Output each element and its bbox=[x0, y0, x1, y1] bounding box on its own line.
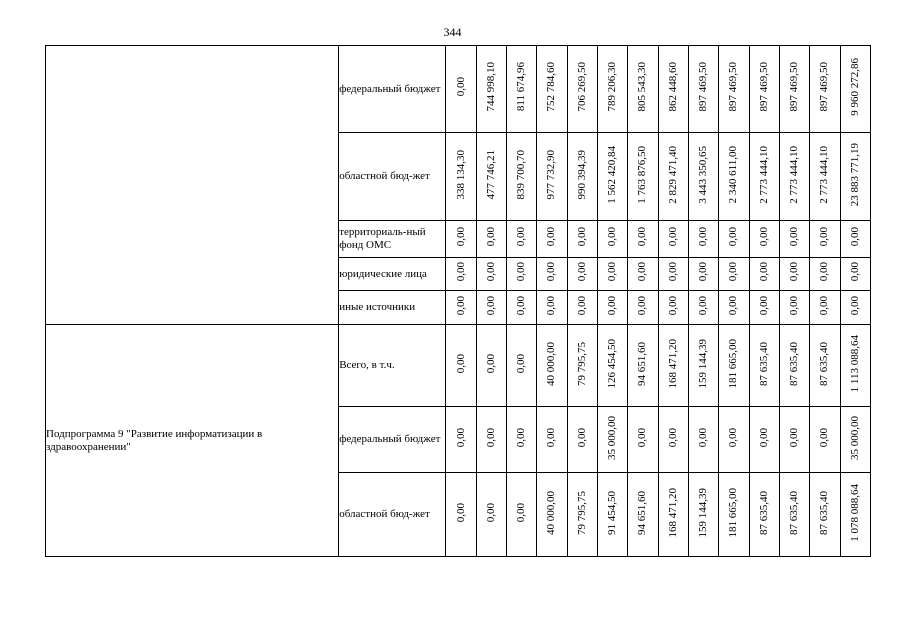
amount-cell bbox=[597, 407, 627, 473]
amount-cell bbox=[446, 46, 476, 133]
amount-value: 897 469,50 bbox=[818, 62, 831, 112]
amount-value: 0,00 bbox=[454, 427, 467, 448]
amount-cell bbox=[840, 258, 870, 291]
budget-table-body bbox=[46, 46, 871, 557]
amount-value: 0,00 bbox=[606, 295, 619, 316]
amount-value: 990 394,39 bbox=[575, 149, 588, 200]
table-row bbox=[46, 46, 871, 133]
amount-value: 897 469,50 bbox=[788, 62, 801, 112]
amount-cell bbox=[476, 291, 506, 325]
amount-cell bbox=[779, 407, 809, 473]
amount-value: 2 829 471,40 bbox=[666, 145, 679, 204]
amount-cell bbox=[749, 221, 779, 258]
amount-value: 2 773 444,10 bbox=[788, 145, 801, 204]
amount-value: 0,00 bbox=[757, 262, 770, 282]
amount-value: 789 206,30 bbox=[606, 62, 619, 112]
amount-value: 0,00 bbox=[575, 262, 588, 282]
amount-value: 0,00 bbox=[818, 295, 831, 316]
amount-value: 87 635,40 bbox=[757, 341, 770, 386]
amount-value: 0,00 bbox=[545, 427, 558, 448]
amount-cell bbox=[779, 473, 809, 557]
amount-cell bbox=[779, 291, 809, 325]
amount-cell bbox=[719, 133, 749, 221]
amount-cell bbox=[749, 258, 779, 291]
amount-cell bbox=[446, 473, 476, 557]
funding-source-cell: иные источники bbox=[339, 291, 446, 325]
amount-value: 744 998,10 bbox=[484, 62, 497, 112]
amount-cell bbox=[537, 473, 567, 557]
amount-value: 0,00 bbox=[454, 353, 467, 374]
amount-value: 181 665,00 bbox=[727, 338, 740, 389]
amount-cell bbox=[658, 133, 688, 221]
amount-cell bbox=[719, 325, 749, 407]
amount-value: 23 883 771,19 bbox=[848, 142, 861, 207]
amount-cell bbox=[840, 221, 870, 258]
amount-cell bbox=[749, 473, 779, 557]
amount-value: 0,00 bbox=[697, 262, 710, 282]
amount-value: 0,00 bbox=[788, 295, 801, 316]
amount-value: 811 674,96 bbox=[515, 62, 528, 112]
amount-cell bbox=[628, 291, 658, 325]
amount-value: 159 144,39 bbox=[697, 487, 710, 538]
amount-value: 0,00 bbox=[484, 262, 497, 282]
amount-cell bbox=[446, 291, 476, 325]
amount-cell bbox=[688, 46, 718, 133]
amount-cell bbox=[810, 325, 840, 407]
amount-value: 126 454,50 bbox=[606, 338, 619, 389]
amount-value: 0,00 bbox=[545, 295, 558, 316]
amount-cell bbox=[628, 221, 658, 258]
amount-cell bbox=[719, 46, 749, 133]
amount-cell bbox=[628, 473, 658, 557]
amount-cell bbox=[719, 221, 749, 258]
amount-value: 87 635,40 bbox=[788, 490, 801, 535]
amount-value: 839 700,70 bbox=[515, 149, 528, 200]
amount-value: 0,00 bbox=[484, 502, 497, 523]
amount-cell bbox=[688, 258, 718, 291]
amount-cell bbox=[749, 407, 779, 473]
amount-cell bbox=[810, 407, 840, 473]
amount-value: 0,00 bbox=[666, 262, 679, 282]
amount-value: 0,00 bbox=[697, 227, 710, 247]
amount-cell bbox=[476, 258, 506, 291]
amount-cell bbox=[719, 407, 749, 473]
amount-cell bbox=[628, 325, 658, 407]
amount-cell bbox=[840, 407, 870, 473]
amount-cell bbox=[688, 407, 718, 473]
amount-cell bbox=[597, 221, 627, 258]
funding-source-cell: территориаль-ный фонд ОМС bbox=[339, 221, 446, 258]
amount-value: 477 746,21 bbox=[484, 149, 497, 200]
amount-value: 87 635,40 bbox=[818, 490, 831, 535]
amount-value: 0,00 bbox=[515, 353, 528, 374]
amount-cell bbox=[507, 407, 537, 473]
amount-value: 0,00 bbox=[515, 262, 528, 282]
amount-cell bbox=[507, 473, 537, 557]
amount-cell bbox=[567, 133, 597, 221]
amount-cell bbox=[779, 133, 809, 221]
amount-value: 0,00 bbox=[454, 77, 467, 97]
amount-cell bbox=[507, 133, 537, 221]
amount-value: 0,00 bbox=[636, 295, 649, 316]
amount-cell bbox=[658, 473, 688, 557]
amount-cell bbox=[476, 407, 506, 473]
amount-cell bbox=[840, 325, 870, 407]
amount-cell bbox=[597, 473, 627, 557]
amount-cell bbox=[507, 291, 537, 325]
funding-source-cell: Всего, в т.ч. bbox=[339, 325, 446, 407]
amount-value: 0,00 bbox=[606, 262, 619, 282]
amount-cell bbox=[719, 473, 749, 557]
amount-value: 862 448,60 bbox=[666, 62, 679, 112]
amount-value: 79 795,75 bbox=[575, 490, 588, 535]
amount-value: 94 651,60 bbox=[636, 490, 649, 535]
amount-cell bbox=[749, 291, 779, 325]
amount-value: 0,00 bbox=[575, 295, 588, 316]
amount-value: 897 469,50 bbox=[727, 62, 740, 112]
amount-value: 0,00 bbox=[545, 262, 558, 282]
amount-value: 0,00 bbox=[727, 262, 740, 282]
amount-value: 0,00 bbox=[484, 353, 497, 374]
amount-value: 94 651,60 bbox=[636, 341, 649, 386]
amount-value: 1 763 876,50 bbox=[636, 145, 649, 204]
amount-cell bbox=[688, 325, 718, 407]
amount-cell bbox=[658, 46, 688, 133]
amount-cell bbox=[840, 473, 870, 557]
amount-cell bbox=[840, 46, 870, 133]
amount-value: 0,00 bbox=[454, 262, 467, 282]
amount-cell bbox=[810, 291, 840, 325]
amount-cell bbox=[597, 258, 627, 291]
amount-value: 897 469,50 bbox=[697, 62, 710, 112]
amount-value: 35 000,00 bbox=[848, 415, 861, 460]
amount-cell bbox=[507, 325, 537, 407]
amount-cell bbox=[658, 325, 688, 407]
amount-value: 0,00 bbox=[666, 227, 679, 247]
amount-cell bbox=[779, 221, 809, 258]
amount-value: 0,00 bbox=[818, 227, 831, 247]
amount-value: 87 635,40 bbox=[788, 341, 801, 386]
funding-source-cell: областной бюд-жет bbox=[339, 473, 446, 557]
amount-value: 0,00 bbox=[788, 227, 801, 247]
amount-cell bbox=[567, 221, 597, 258]
amount-cell bbox=[537, 133, 567, 221]
amount-value: 0,00 bbox=[515, 502, 528, 523]
amount-value: 3 443 350,65 bbox=[697, 145, 710, 204]
amount-cell bbox=[567, 473, 597, 557]
amount-cell bbox=[688, 221, 718, 258]
amount-cell bbox=[749, 133, 779, 221]
amount-value: 0,00 bbox=[757, 227, 770, 247]
amount-value: 2 340 611,00 bbox=[727, 145, 740, 204]
page-number: 344 bbox=[443, 25, 462, 39]
amount-value: 0,00 bbox=[788, 427, 801, 448]
funding-source-cell: федеральный бюджет bbox=[339, 407, 446, 473]
amount-value: 0,00 bbox=[515, 227, 528, 247]
amount-value: 91 454,50 bbox=[606, 490, 619, 535]
amount-value: 0,00 bbox=[727, 427, 740, 448]
amount-cell bbox=[688, 133, 718, 221]
amount-value: 805 543,30 bbox=[636, 62, 649, 112]
amount-cell bbox=[537, 46, 567, 133]
amount-value: 0,00 bbox=[515, 295, 528, 316]
amount-cell bbox=[476, 325, 506, 407]
amount-cell bbox=[810, 133, 840, 221]
amount-value: 0,00 bbox=[818, 427, 831, 448]
amount-cell bbox=[537, 221, 567, 258]
amount-cell bbox=[446, 133, 476, 221]
amount-value: 0,00 bbox=[727, 295, 740, 316]
amount-value: 0,00 bbox=[454, 227, 467, 247]
program-name-cell bbox=[46, 46, 339, 325]
amount-value: 2 773 444,10 bbox=[818, 145, 831, 204]
amount-cell bbox=[810, 46, 840, 133]
amount-cell bbox=[597, 133, 627, 221]
amount-cell bbox=[658, 221, 688, 258]
amount-cell bbox=[749, 325, 779, 407]
amount-cell bbox=[688, 291, 718, 325]
amount-value: 0,00 bbox=[818, 262, 831, 282]
amount-value: 0,00 bbox=[484, 427, 497, 448]
amount-value: 0,00 bbox=[666, 295, 679, 316]
funding-source-cell: областной бюд-жет bbox=[339, 133, 446, 221]
amount-value: 0,00 bbox=[848, 295, 861, 316]
amount-value: 35 000,00 bbox=[606, 415, 619, 460]
amount-cell bbox=[537, 325, 567, 407]
amount-value: 1 113 088,64 bbox=[848, 334, 861, 393]
amount-cell bbox=[658, 407, 688, 473]
amount-cell bbox=[537, 407, 567, 473]
amount-value: 0,00 bbox=[454, 295, 467, 316]
amount-cell bbox=[688, 473, 718, 557]
amount-cell bbox=[476, 473, 506, 557]
amount-cell bbox=[537, 258, 567, 291]
amount-cell bbox=[597, 325, 627, 407]
amount-value: 0,00 bbox=[484, 295, 497, 316]
amount-value: 0,00 bbox=[848, 227, 861, 247]
amount-value: 0,00 bbox=[545, 227, 558, 247]
funding-source-cell: юридические лица bbox=[339, 258, 446, 291]
amount-cell bbox=[749, 46, 779, 133]
amount-cell bbox=[567, 325, 597, 407]
amount-cell bbox=[840, 133, 870, 221]
amount-cell bbox=[476, 221, 506, 258]
amount-cell bbox=[476, 46, 506, 133]
amount-cell bbox=[597, 291, 627, 325]
amount-value: 40 000,00 bbox=[545, 341, 558, 386]
amount-cell bbox=[810, 221, 840, 258]
amount-value: 159 144,39 bbox=[697, 338, 710, 389]
amount-value: 706 269,50 bbox=[575, 62, 588, 112]
amount-cell bbox=[446, 407, 476, 473]
amount-value: 977 732,90 bbox=[545, 149, 558, 200]
amount-cell bbox=[628, 133, 658, 221]
amount-cell bbox=[658, 291, 688, 325]
amount-value: 0,00 bbox=[697, 295, 710, 316]
amount-cell bbox=[507, 221, 537, 258]
amount-cell bbox=[476, 133, 506, 221]
amount-cell bbox=[446, 325, 476, 407]
amount-value: 9 960 272,86 bbox=[848, 58, 861, 116]
amount-value: 79 795,75 bbox=[575, 341, 588, 386]
funding-source-cell: федеральный бюджет bbox=[339, 46, 446, 133]
amount-value: 0,00 bbox=[515, 427, 528, 448]
amount-value: 2 773 444,10 bbox=[757, 145, 770, 204]
amount-value: 0,00 bbox=[788, 262, 801, 282]
amount-cell bbox=[719, 258, 749, 291]
amount-cell bbox=[507, 46, 537, 133]
amount-cell bbox=[537, 291, 567, 325]
amount-value: 752 784,60 bbox=[545, 62, 558, 112]
amount-cell bbox=[719, 291, 749, 325]
amount-cell bbox=[658, 258, 688, 291]
amount-value: 168 471,20 bbox=[666, 338, 679, 389]
amount-value: 40 000,00 bbox=[545, 490, 558, 535]
amount-cell bbox=[567, 291, 597, 325]
amount-cell bbox=[567, 258, 597, 291]
amount-cell bbox=[779, 325, 809, 407]
amount-value: 0,00 bbox=[727, 227, 740, 247]
amount-cell bbox=[567, 407, 597, 473]
amount-cell bbox=[507, 258, 537, 291]
amount-value: 0,00 bbox=[697, 427, 710, 448]
amount-value: 0,00 bbox=[636, 262, 649, 282]
amount-cell bbox=[779, 46, 809, 133]
amount-cell bbox=[628, 407, 658, 473]
amount-value: 87 635,40 bbox=[757, 490, 770, 535]
amount-value: 0,00 bbox=[575, 227, 588, 247]
amount-cell bbox=[779, 258, 809, 291]
amount-value: 0,00 bbox=[606, 227, 619, 247]
amount-value: 0,00 bbox=[757, 427, 770, 448]
amount-cell bbox=[628, 46, 658, 133]
amount-cell bbox=[840, 291, 870, 325]
amount-value: 0,00 bbox=[666, 427, 679, 448]
amount-value: 181 665,00 bbox=[727, 487, 740, 538]
amount-cell bbox=[567, 46, 597, 133]
amount-cell bbox=[597, 46, 627, 133]
amount-cell bbox=[446, 221, 476, 258]
amount-value: 0,00 bbox=[757, 295, 770, 316]
amount-cell bbox=[810, 258, 840, 291]
amount-value: 0,00 bbox=[636, 427, 649, 448]
table-row bbox=[46, 325, 871, 407]
amount-cell bbox=[446, 258, 476, 291]
amount-value: 168 471,20 bbox=[666, 487, 679, 538]
amount-value: 87 635,40 bbox=[818, 341, 831, 386]
amount-cell bbox=[628, 258, 658, 291]
amount-value: 1 078 088,64 bbox=[848, 483, 861, 542]
amount-cell bbox=[810, 473, 840, 557]
amount-value: 338 134,30 bbox=[454, 149, 467, 200]
amount-value: 0,00 bbox=[484, 227, 497, 247]
amount-value: 0,00 bbox=[454, 502, 467, 523]
amount-value: 1 562 420,84 bbox=[606, 145, 619, 204]
budget-table bbox=[45, 45, 871, 557]
amount-value: 897 469,50 bbox=[757, 62, 770, 112]
program-name-cell: Подпрограмма 9 "Развитие информатизации в здравоохранении" bbox=[46, 325, 339, 557]
amount-value: 0,00 bbox=[575, 427, 588, 448]
amount-value: 0,00 bbox=[636, 227, 649, 247]
amount-value: 0,00 bbox=[848, 262, 861, 282]
